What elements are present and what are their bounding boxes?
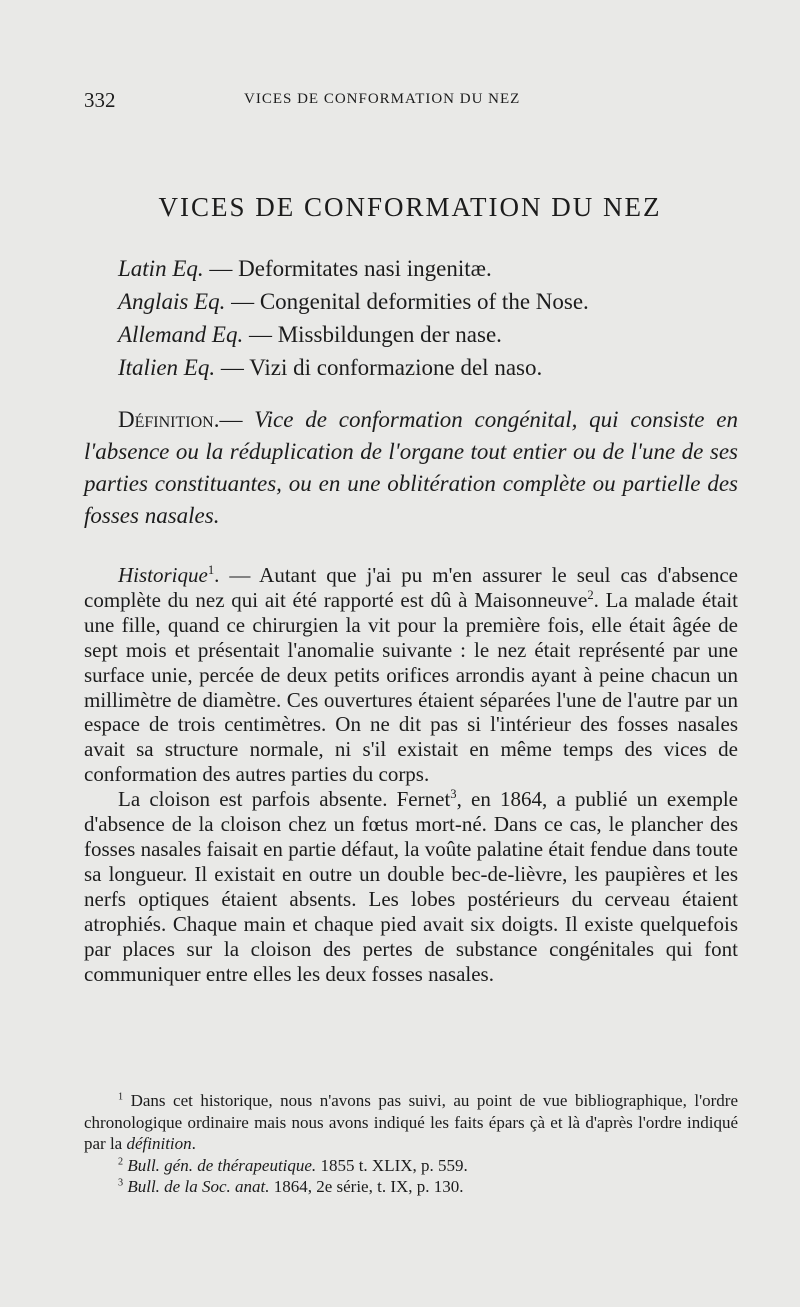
footnote-ref-2[interactable]: 2 xyxy=(587,587,594,602)
footnote-ref-3[interactable]: 3 xyxy=(450,787,457,802)
equivalent-anglais: Anglais Eq. — Congenital deformities of the Nose. xyxy=(118,289,589,314)
running-title: VICES DE CONFORMATION DU NEZ xyxy=(244,91,521,107)
footnote-3: $^3$ Bull. de la Soc. anat. 1864, 2e série, t. IX, p. 130. xyxy=(118,1177,464,1196)
chapter-title: VICES DE CONFORMATION DU NEZ xyxy=(158,192,662,222)
page-number: 332 xyxy=(84,88,116,112)
definition-text: Vice de conformation congénital, qui consiste en l'absence ou la réduplication de l'organe tout entier ou de l'une de ses parties constituantes, ou en une oblitération complète ou partielle des fosses nasales. xyxy=(84,407,738,528)
footnote-2: $^2$ Bull. gén. de thérapeutique. 1855 t. XLIX, p. 559. xyxy=(118,1155,468,1175)
paragraph-cloison: La cloison est parfois absente. Fernet$^3$, en 1864, a publié un exemple d'absence de la cloison chez un fœtus mort-né. Dans ce cas, le plancher des fosses nasales faisait en partie défaut, la voûte palatine était fendue dans toute sa longueur. Il existait en outre un double bec-de-lièvre, les paupières et les nerfs optiques étaient absents. Les lobes postérieurs du cerveau étaient atrophiés. Chaque main et chaque pied avait six doigts. Il existe quelquefois par places sur la cloison des pertes de substance congénitales qui font communiquer entre elles les deux fosses nasales. xyxy=(84,787,738,986)
definition-paragraph xyxy=(84,404,738,532)
running-header xyxy=(84,88,736,112)
body-text xyxy=(84,563,738,986)
paragraph-historique: Historique$^1$. — Autant que j'ai pu m'en assurer le seul cas d'absence complète du nez qui ait été rapporté est dû à Maisonneuve$^2$. La malade était une fille, quand ce chirurgien la vit pour la première fois, elle était âgée de sept mois et présentait l'anomalie suivante : le nez était représenté par une surface unie, percée de deux petits orifices arrondis ayant à peine chacun un millimètre de diamètre. Ces ouvertures étaient séparées l'une de l'autre par un espace de trois centimètres. On ne dit pas si l'intérieur des fosses nasales avait sa structure normale, ni s'il existait en même temps des vices de conformation des autres parties du corps. xyxy=(84,563,738,787)
equivalents-list xyxy=(118,252,738,384)
equivalent-italien: Italien Eq. — Vizi di conformazione del naso. xyxy=(118,355,543,380)
equivalent-allemand: Allemand Eq. — Missbildungen der nase. xyxy=(118,322,502,347)
footnote-1: $^1$ Dans cet historique, nous n'avons pas suivi, au point de vue bibliographique, l'ordre chronologique ordinaire mais nous avons indiqué les faits épars çà et là d'après l'ordre indiqué par la définition. xyxy=(84,1091,738,1153)
definition-label: Définition.— xyxy=(118,407,243,432)
footnotes xyxy=(84,1090,738,1198)
footnote-ref-1[interactable]: 1 xyxy=(207,563,215,577)
equivalent-latin: Latin Eq. — Deformitates nasi ingenitæ. xyxy=(118,256,492,281)
